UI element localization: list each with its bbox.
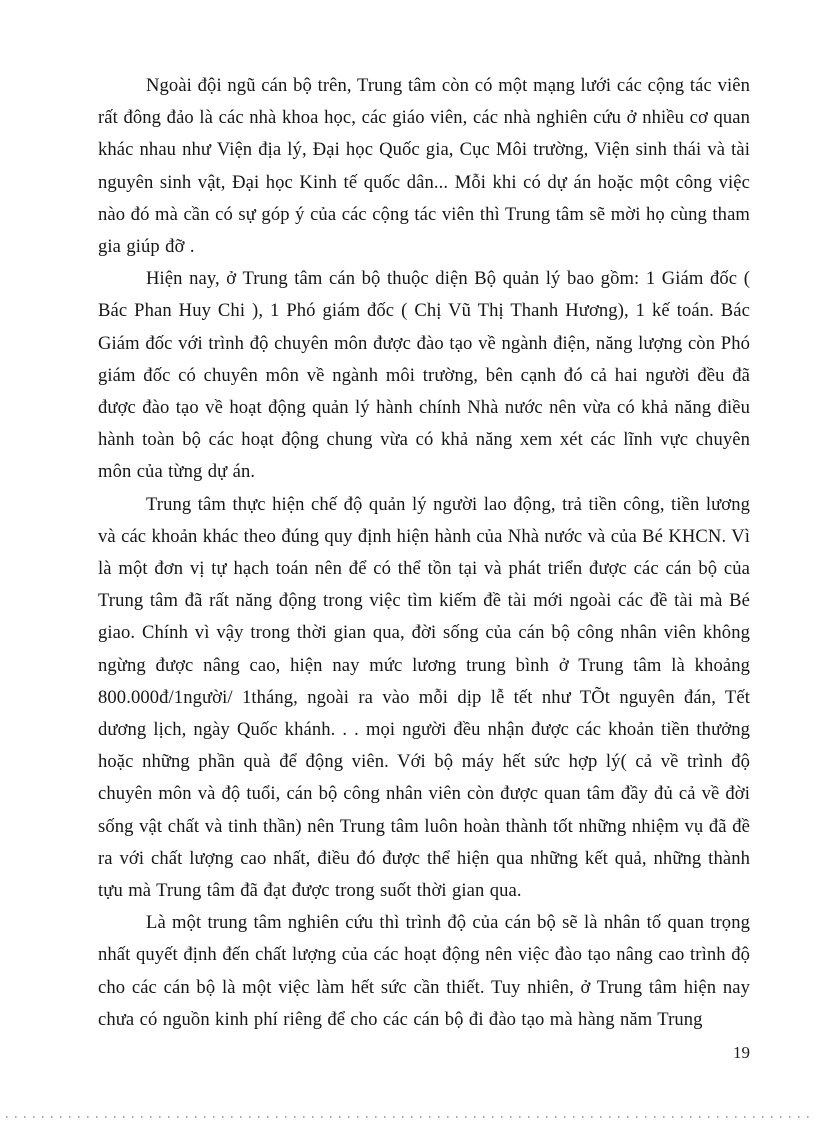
page-boundary-dotted-line (6, 1116, 810, 1118)
page-body-text (98, 70, 750, 1036)
page-number: 19 (733, 1043, 750, 1062)
paragraph-management-staff: Hiện nay, ở Trung tâm cán bộ thuộc diện Bộ quản lý bao gồm: 1 Giám đốc ( Bác Phan Huy Chi ), 1 Phó giám đốc ( Chị Vũ Thị Thanh Hương), 1 kế toán. Bác Giám đốc với trình độ chuyên môn được đào tạo về ngành điện, năng lượng còn Phó giám đốc có chuyên môn về ngành môi trường, bên cạnh đó cả hai người đều đã được đào tạo về hoạt động quản lý hành chính Nhà nước nên vừa có khả năng điều hành toàn bộ các hoạt động chung vừa có khả năng xem xét các lĩnh vực chuyên môn của từng dự án. (98, 268, 750, 483)
paragraph-labor-policy-salary: Trung tâm thực hiện chế độ quản lý người lao động, trả tiền công, tiền lương và các khoản khác theo đúng quy định hiện hành của Nhà nước và của Bé KHCN. Vì là một đơn vị tự hạch toán nên để có thể tồn tại và phát triển được các cán bộ của Trung tâm đã rất năng động trong việc tìm kiếm đề tài mới ngoài các đề tài mà Bé giao. Chính vì vậy trong thời gian qua, đời sống của cán bộ công nhân viên không ngừng được nâng cao, hiện nay mức lương trung bình ở Trung tâm là khoảng 800.000đ/1người/ 1tháng, ngoài ra vào mỗi dịp lễ tết như TÕt nguyên đán, Tết dương lịch, ngày Quốc khánh. . . mọi người đều nhận được các khoản tiền thưởng hoặc những phần quà để động viên. Với bộ máy hết sức hợp lý( cả về trình độ chuyên môn và độ tuổi, cán bộ công nhân viên còn được quan tâm đầy đủ cả về đời sống vật chất và tinh thần) nên Trung tâm luôn hoàn thành tốt những nhiệm vụ đã đề ra với chất lượng cao nhất, điều đó được thể hiện qua những kết quả, những thành tựu mà Trung tâm đã đạt được trong suốt thời gian qua. (98, 493, 751, 902)
paragraph-training-needs: Là một trung tâm nghiên cứu thì trình độ của cán bộ sẽ là nhân tố quan trọng nhất quyết định đến chất lượng của các hoạt động nên việc đào tạo nâng cao trình độ cho các cán bộ là một việc làm hết sức cần thiết. Tuy nhiên, ở Trung tâm hiện nay chưa có nguồn kinh phí riêng để cho các cán bộ đi đào tạo mà hàng năm Trung (98, 912, 750, 1030)
paragraph-contributors-network: Ngoài đội ngũ cán bộ trên, Trung tâm còn có một mạng lưới các cộng tác viên rất đông đảo là các nhà khoa học, các giáo viên, các nhà nghiên cứu ở nhiều cơ quan khác nhau như Viện địa lý, Đại học Quốc gia, Cục Môi trường, Viện sinh thái và tài nguyên sinh vật, Đại học Kinh tế quốc dân... Mỗi khi có dự án hoặc một công việc nào đó mà cần có sự góp ý của các cộng tác viên thì Trung tâm sẽ mời họ cùng tham gia giúp đỡ . (98, 75, 750, 258)
